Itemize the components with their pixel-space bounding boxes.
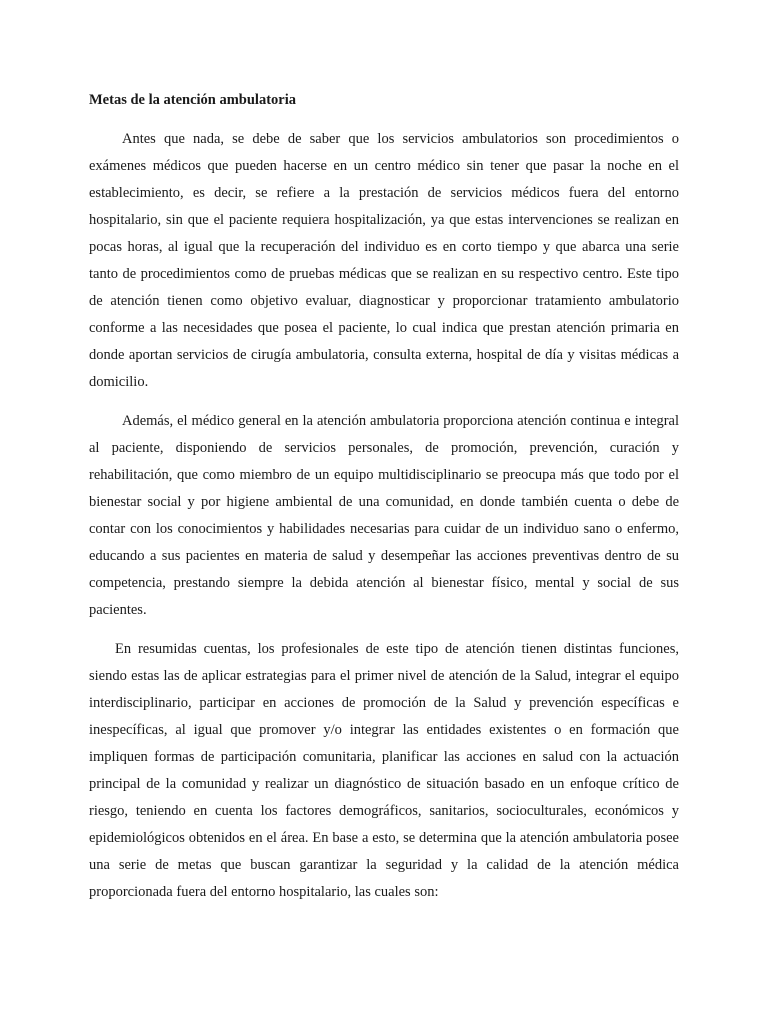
document-title: Metas de la atención ambulatoria bbox=[89, 92, 297, 108]
paragraph-1: Antes que nada, se debe de saber que los servicios ambulatorios son procedimientos o exámenes médicos que pueden hacerse en un centro médico sin tener que pasar la noche en el establecimiento, es decir, se refiere a la prestación de servicios médicos fuera del entorno hospitalario, sin que el paciente requiera hospitalización, ya que estas intervenciones se realizan en pocas horas, al igual que la recuperación del individuo es en corto tiempo y que abarca una serie tanto de procedimientos como de pruebas médicas que se realizan en su respectivo centro. Este tipo de atención tienen como objetivo evaluar, diagnosticar y proporcionar tratamiento ambulatorio conforme a las necesidades que posea el paciente, lo cual indica que prestan atención primaria en donde aportan servicios de cirugía ambulatoria, consulta externa, hospital de día y visitas médicas a domicilio. bbox=[89, 131, 679, 390]
paragraph-2: Además, el médico general en la atención ambulatoria proporciona atención continua e integral al paciente, disponiendo de servicios personales, de promoción, prevención, curación y rehabilitación, que como miembro de un equipo multidisciplinario se preocupa más que todo por el bienestar social y por higiene ambiental de una comunidad, en donde también cuenta o debe de contar con los conocimientos y habilidades necesarias para cuidar de un individuo sano o enfermo, educando a sus pacientes en materia de salud y desempeñar las acciones preventivas dentro de su competencia, prestando siempre la debida atención al bienestar físico, mental y social de sus pacientes. bbox=[89, 413, 679, 618]
paragraph-3: En resumidas cuentas, los profesionales de este tipo de atención tienen distintas funciones, siendo estas las de aplicar estrategias para el primer nivel de atención de la Salud, integrar el equipo interdisciplinario, participar en acciones de promoción de la Salud y prevención específicas e inespecíficas, al igual que promover y/o integrar las entidades existentes o en formación que impliquen formas de participación comunitaria, planificar las acciones en salud con la actuación principal de la comunidad y realizar un diagnóstico de situación basado en un enfoque crítico de riesgo, teniendo en cuenta los factores demográficos, sanitarios, socioculturales, económicos y epidemiológicos obtenidos en el área. En base a esto, se determina que la atención ambulatoria posee una serie de metas que buscan garantizar la seguridad y la calidad de la atención médica proporcionada fuera del entorno hospitalario, las cuales son: bbox=[89, 641, 679, 900]
